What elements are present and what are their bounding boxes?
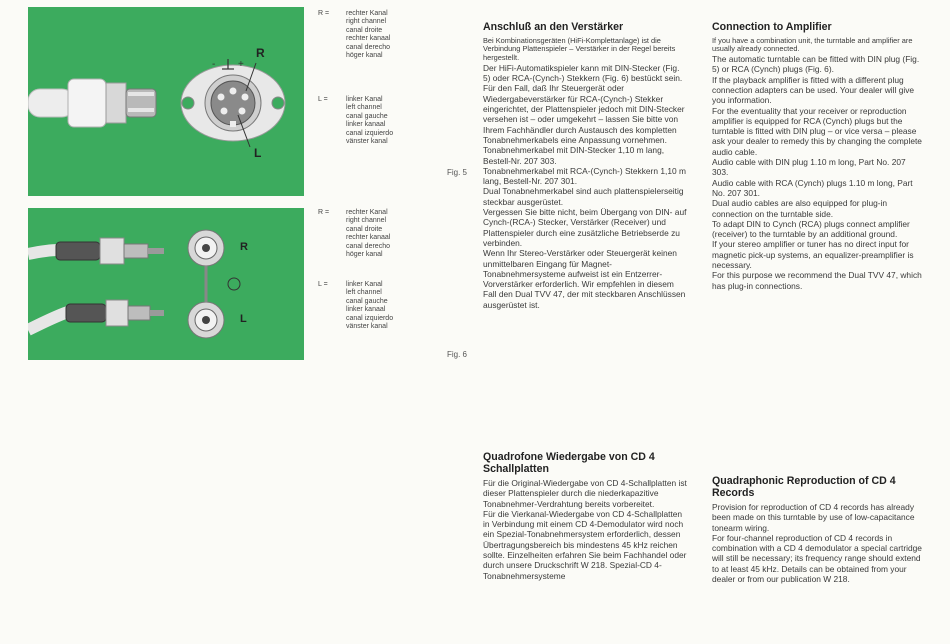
paragraph: Für die Vierkanal-Wiedergabe von CD 4-Schallplatten in Verbindung mit einem CD 4-Demodulator wird noch ein Spezial-Tonabnehmersystem erforderlich, dessen Übertragungsbereich bis mindestens 45 kHz reichen sollte. Einzelheiten erfahren Sie beim Fachhandel oder durch unsere Druckschrift W 218. Spezial-CD 4-Tonabnehmersysteme [483, 508, 687, 581]
paragraph: Tonabnehmerkabel mit RCA-(Cynch-) Stekkern 1,10 m lang, Bestell-Nr. 207 301. [483, 165, 686, 187]
din-plug-illustration [28, 7, 304, 196]
legend-key: R = [318, 209, 330, 216]
section-de-quadro [483, 452, 689, 581]
fig5-l-marker: L [254, 146, 262, 160]
figure-6-rca-plugs [28, 208, 304, 360]
fig6-l-marker: L [240, 313, 247, 325]
fig6-legend-right [318, 209, 438, 269]
paragraph: Audio cable with DIN plug 1.10 m long, Part No. 207 303. [712, 157, 906, 178]
legend-line: rechter Kanal [346, 209, 388, 216]
legend-line: höger kanal [346, 52, 383, 60]
legend-line: vänster kanal [346, 323, 388, 331]
paragraph: Dual audio cables are also equipped for plug-in connection on the turntable side. [712, 198, 888, 219]
paragraph: To adapt DIN to Cynch (RCA) plugs connect amplifier (receiver) to the turntable by an additional ground. [712, 218, 910, 240]
paragraph: For this purpose we recommend the Dual TVV 47, which has plug-in connections. [712, 270, 922, 291]
section-de-amplifier [483, 22, 689, 310]
din-socket-icon [181, 65, 285, 141]
legend-line: canal izquierdo [346, 314, 394, 322]
fig6-legend-left [318, 281, 438, 341]
paragraph: Provision for reproduction of CD 4 records has already been made on this turntable by use of low-capacitance tonearm wiring. [712, 502, 915, 533]
legend-key: L = [318, 281, 328, 288]
legend-line: rechter kanaal [346, 234, 391, 242]
legend-line: canal derecho [346, 242, 390, 250]
legend-line: left channel [346, 289, 382, 297]
section-heading: Anschluß an den Verstärker [483, 21, 624, 33]
paragraph: The automatic turntable can be fitted with DIN plug (Fig. 5) or RCA (Cynch) plugs (Fig. 6). [712, 54, 920, 75]
section-heading: Quadraphonic Reproduction of CD 4 Records [712, 475, 896, 499]
legend-line: rechter kanaal [346, 35, 391, 43]
section-heading: Connection to Amplifier [712, 21, 832, 33]
legend-key: L = [318, 96, 328, 103]
rca-plugs-illustration [28, 208, 304, 360]
paragraph: Tonabnehmerkabel mit DIN-Stecker 1,10 m lang, Bestell-Nr. 207 303. [483, 145, 665, 166]
fig6-label: Fig. 6 [447, 350, 468, 359]
paragraph: For four-channel reproduction of CD 4 records in combination with a CD 4 demodulator a special cartridge will still be necessary; its frequency range should extend to at least 45 kHz. Details can be obtained from your dealer or from our publication W 218. [712, 532, 922, 585]
paragraph: Wenn Ihr Stereo-Verstärker oder Steuergerät keinen unmittelbaren Eingang für Magnet-Tonabnehmersysteme aufweist ist ein Entzerrer-Vorverstärker erforderlich. Wir empfehlen in diesem Fall den Dual TVV 47, der mit steckbaren Anschlüssen ausgerüstet ist. [483, 248, 686, 310]
fig5-r-marker: R [256, 46, 265, 60]
legend-line: canal gauche [346, 112, 388, 120]
section-en-amplifier [712, 22, 922, 291]
svg-text:+: + [238, 59, 244, 70]
rca-socket-icon [188, 230, 224, 338]
paragraph: Der HiFi-Automatikspieler kann mit DIN-Stecker (Fig. 5) oder RCA-(Cynch-) Stekkern (Fig. 6) bestückt sein. [483, 62, 683, 84]
legend-line: canal droite [346, 26, 383, 34]
section-en-quadro [712, 476, 922, 584]
paragraph: If your stereo amplifier or tuner has no direct input for magnetic pick-up systems, an equalizer-preamplifier is necessary. [712, 239, 914, 271]
paragraph: Vergessen Sie bitte nicht, beim Übergang von DIN- auf Cynch-(RCA-) Stecker, Verstärker (Receiver) und Plattenspieler durch eine zusätzliche Betriebserde zu verbinden. [483, 207, 687, 248]
legend-line: linker Kanal [346, 96, 383, 103]
legend-line: right channel [346, 217, 387, 225]
paragraph: Für die Original-Wiedergabe von CD 4-Schallplatten ist dieser Plattenspieler durch die niederkapazitive Tonabnehmer-Verdrahtung bereits vorbereitet. [483, 478, 687, 509]
fig5-legend-left [318, 96, 438, 156]
fig6-r-marker: R [240, 241, 248, 253]
paragraph: For the eventuality that your receiver or reproduction amplifier is equipped for RCA (Cynch) plugs but the turntable is fitted with DIN plug – or vice versa – please ask your dealer to remedy this by changing the complete audio cable. [712, 105, 922, 157]
legend-line: linker Kanal [346, 281, 383, 288]
paragraph: Für den Fall, daß Ihr Steuergerät oder Wiedergabeverstärker für RCA-(Cynch-) Stekker eingerichtet, der Plattenspieler jedoch mit DIN-Stecker versehen ist – oder umgekehrt – lassen Sie bitte von Ihrem Fachhändler durch Austausch des kompletten Tonabnehmerkabels eine Anpassung vornehmen. [483, 83, 685, 145]
svg-text:-: - [212, 59, 216, 70]
section-intro: If you have a combination unit, the turntable and amplifier are usually already connected. [712, 35, 913, 54]
figure-5-din-plug [28, 7, 304, 196]
legend-line: canal gauche [346, 297, 388, 305]
paragraph: If the playback amplifier is fitted with a different plug connection adapters can be used. Your dealer will give you information. [712, 74, 915, 106]
legend-line: vänster kanal [346, 138, 388, 146]
legend-line: höger kanal [346, 251, 383, 259]
legend-line: canal izquierdo [346, 129, 394, 137]
legend-key: R = [318, 10, 330, 17]
legend-line: rechter Kanal [346, 10, 388, 17]
paragraph: Audio cable with RCA (Cynch) plugs 1.10 m long, Part No. 207 301. [712, 177, 913, 198]
legend-line: canal derecho [346, 43, 390, 51]
fig5-label: Fig. 5 [447, 168, 468, 177]
section-heading: Quadrofone Wiedergabe von CD 4 Schallplatten [483, 451, 655, 475]
legend-line: canal droite [346, 225, 383, 233]
legend-line: left channel [346, 104, 382, 112]
legend-line: right channel [346, 18, 387, 26]
legend-line: linker kanaal [346, 121, 386, 129]
legend-line: linker kanaal [346, 306, 386, 314]
section-intro: Bei Kombinationsgeräten (HiFi-Komplettanlage) ist die Verbindung Plattenspieler – Verstärker in der Regel bereits hergestellt. [483, 35, 676, 63]
fig5-legend-right [318, 10, 438, 70]
paragraph: Dual Tonabnehmerkabel sind auch plattenspielerseitig steckbar ausgerüstet. [483, 186, 684, 207]
